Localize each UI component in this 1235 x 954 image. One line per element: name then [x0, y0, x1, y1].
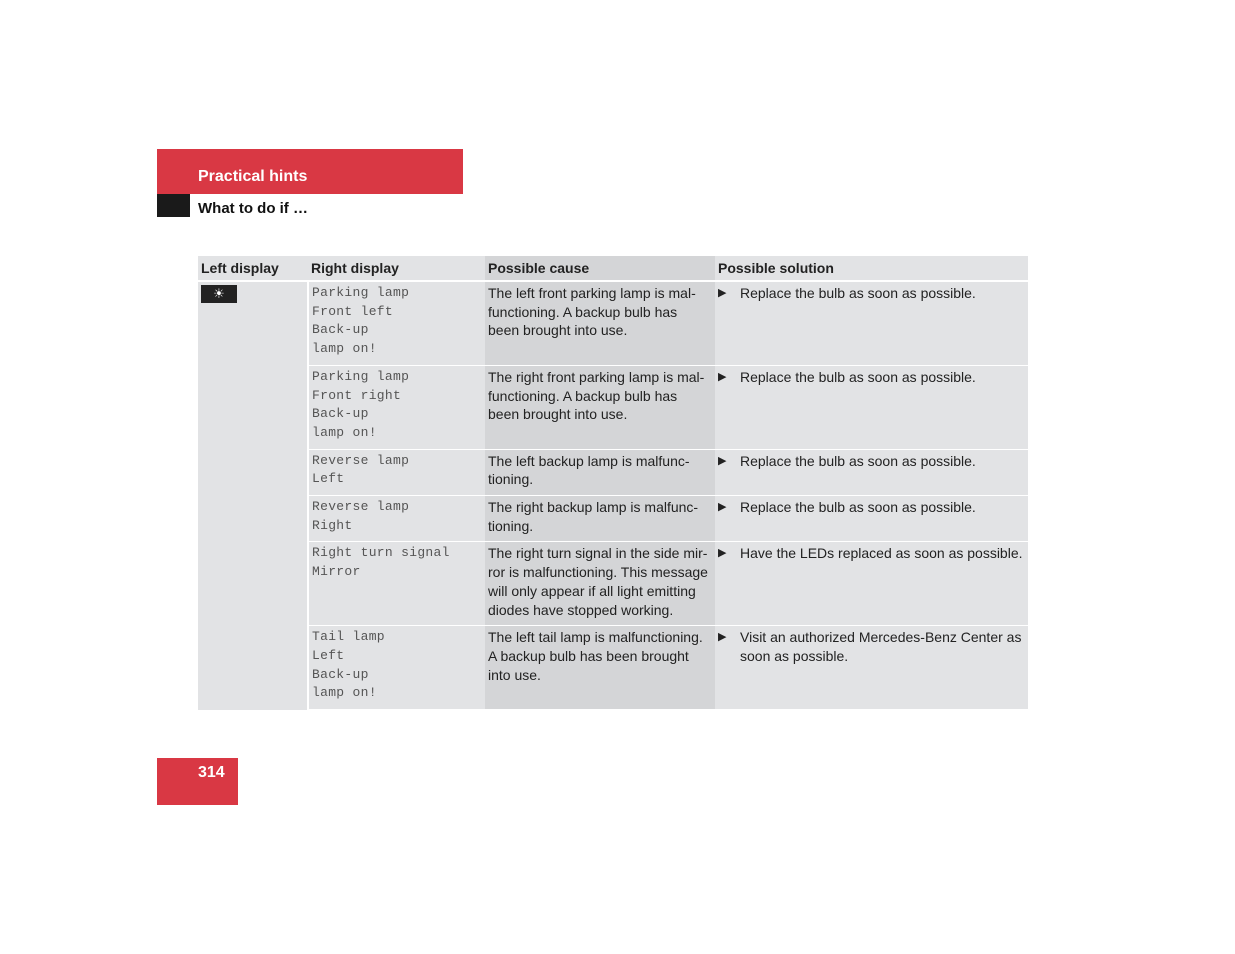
possible-cause-cell: The right front parking lamp is mal-functioning. A backup bulb has been brought into use.	[485, 365, 715, 449]
right-display-cell	[308, 449, 485, 495]
possible-solution-cell	[715, 449, 1028, 495]
display-line: Mirror	[312, 564, 361, 580]
display-line: Back-up	[312, 322, 369, 338]
display-line: Front left	[312, 303, 394, 319]
bullet-arrow-icon: ▶	[718, 547, 727, 560]
col-header-right-display: Right display	[308, 256, 485, 281]
display-line: Left	[312, 471, 345, 487]
bullet-arrow-icon: ▶	[718, 454, 727, 467]
display-line: lamp on!	[312, 685, 377, 701]
possible-cause-cell: The left front parking lamp is mal-functioning. A backup bulb has been brought into use.	[485, 281, 715, 365]
possible-cause-cell: The right backup lamp is malfunc-tioning.	[485, 496, 715, 542]
display-line: Parking lamp	[312, 368, 410, 384]
possible-solution-cell	[715, 281, 1028, 365]
solution-text: Have the LEDs replaced as soon as possible.	[740, 545, 1023, 562]
right-display-cell	[308, 281, 485, 365]
table-row	[198, 542, 1028, 626]
display-line: Reverse lamp	[312, 499, 410, 515]
possible-cause-cell: The left backup lamp is malfunc-tioning.	[485, 449, 715, 495]
possible-solution-cell	[715, 542, 1028, 626]
page-number: 314	[198, 764, 225, 781]
right-display-cell	[308, 365, 485, 449]
bullet-arrow-icon: ▶	[718, 287, 727, 299]
solution-text: Visit an authorized Mercedes-Benz Center as soon as possible.	[740, 629, 1022, 664]
display-line: Back-up	[312, 666, 369, 682]
display-line: lamp on!	[312, 341, 377, 357]
bullet-arrow-icon: ▶	[718, 370, 727, 383]
possible-solution-cell	[715, 496, 1028, 542]
bullet-arrow-icon: ▶	[718, 501, 727, 514]
solution-text: Replace the bulb as soon as possible.	[740, 285, 976, 301]
display-line: lamp on!	[312, 424, 377, 440]
display-line: Reverse lamp	[312, 452, 410, 468]
display-messages-table	[198, 256, 1028, 710]
display-line: Right	[312, 517, 353, 533]
subsection-marker	[157, 194, 190, 217]
table-row	[198, 626, 1028, 710]
bullet-arrow-icon: ▶	[718, 631, 727, 644]
display-line: Tail lamp	[312, 629, 385, 645]
solution-text: Replace the bulb as soon as possible.	[740, 499, 976, 516]
possible-cause-cell: The left tail lamp is malfunctioning. A backup bulb has been brought into use.	[485, 626, 715, 710]
lamp-indicator-icon: ☀	[201, 285, 237, 303]
right-display-cell	[308, 496, 485, 542]
right-display-cell	[308, 626, 485, 710]
table-row	[198, 281, 1028, 365]
table-header-row	[198, 256, 1028, 281]
display-line: Parking lamp	[312, 285, 410, 300]
col-header-possible-solution: Possible solution	[715, 256, 1028, 281]
display-line: Right turn signal	[312, 545, 450, 561]
display-line: Front right	[312, 387, 402, 403]
table-row	[198, 449, 1028, 495]
right-display-cell	[308, 542, 485, 626]
col-header-left-display: Left display	[198, 256, 308, 281]
left-display-cell	[198, 281, 308, 710]
subsection-title: What to do if …	[198, 200, 308, 217]
col-header-possible-cause: Possible cause	[485, 256, 715, 281]
table-row	[198, 496, 1028, 542]
table-row	[198, 365, 1028, 449]
possible-cause-cell: The right turn signal in the side mir-ror is malfunctioning. This message will only appear if all light emitting diodes have stopped working.	[485, 542, 715, 626]
section-title: Practical hints	[198, 168, 308, 185]
possible-solution-cell	[715, 365, 1028, 449]
possible-solution-cell	[715, 626, 1028, 710]
display-line: Left	[312, 647, 345, 663]
solution-text: Replace the bulb as soon as possible.	[740, 368, 976, 385]
solution-text: Replace the bulb as soon as possible.	[740, 452, 976, 469]
display-line: Back-up	[312, 406, 369, 422]
